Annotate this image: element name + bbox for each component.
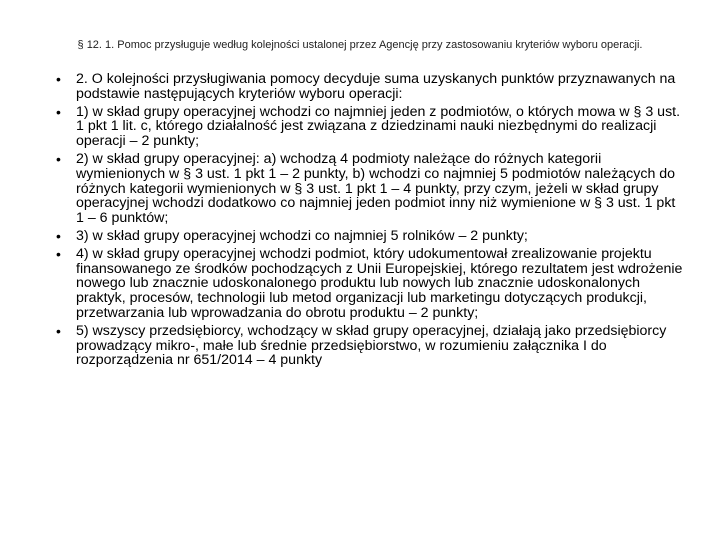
bullet-icon: • xyxy=(56,103,61,120)
criteria-list xyxy=(56,72,684,371)
list-item xyxy=(56,247,684,321)
bullet-icon: • xyxy=(56,71,61,87)
list-item xyxy=(56,229,684,244)
list-item xyxy=(56,152,684,226)
bullet-icon: • xyxy=(56,150,61,167)
bullet-icon: • xyxy=(56,322,61,339)
list-item-text: 1) w skład grupy operacyjnej wchodzi co najmniej jeden z podmiotów, o których mowa w § 3 ust. 1 pkt 1 lit. c, którego działalność jest związana z dziedzinami nauki niezbędnymi do realizacji operacji – 2 punkty; xyxy=(76,103,681,150)
list-item-text: 2. O kolejności przysługiwania pomocy decyduje suma uzyskanych punktów przyznawanych na podstawie następujących kryteriów wyboru operacji: xyxy=(76,71,676,102)
list-item xyxy=(56,72,684,102)
list-item xyxy=(56,324,684,368)
list-item-text: 4) w skład grupy operacyjnej wchodzi podmiot, który udokumentował zrealizowanie projektu finansowanego ze środków pochodzących z Unii Europejskiej, którego rezultatem jest wdrożenie nowego lub znacznie udoskonalonego produktu lub nowych lub znacznie udoskonalonych praktyk, procesów, technologii lub metod organizacji lub marketingu dotyczących produkcji, przetwarzania lub wprowadzania do obrotu produktu – 2 punkty; xyxy=(76,245,683,321)
list-item-text: 5) wszyscy przedsiębiorcy, wchodzący w skład grupy operacyjnej, działają jako przedsiębiorcy prowadzący mikro-, małe lub średnie przedsiębiorstwo, w rozumieniu załącznika I do rozporządzenia nr 651/2014 – 4 punkty xyxy=(76,322,667,369)
list-item-text: 2) w skład grupy operacyjnej: a) wchodzą 4 podmioty należące do różnych kategorii wymienionych w § 3 ust. 1 pkt 1 – 2 punkty, b) wchodzi co najmniej 5 podmiotów należących do różnych kategorii wymienionych w § 3 ust. 1 pkt 1 – 4 punkty, przy czym, jeżeli w skład grupy operacyjnej wchodzi dodatkowo co najmniej jeden podmiot inny niż wymienione w § 3 ust. 1 pkt 1 – 6 punktów; xyxy=(76,150,676,227)
list-item-text: 3) w skład grupy operacyjnej wchodzi co najmniej 5 rolników – 2 punkty; xyxy=(76,227,528,244)
list-item xyxy=(56,105,684,149)
slide-title: § 12. 1. Pomoc przysługuje według kolejności ustalonej przez Agencję przy zastosowaniu kryteriów wyboru operacji. xyxy=(77,39,643,51)
bullet-icon: • xyxy=(56,227,61,244)
bullet-icon: • xyxy=(56,245,61,262)
